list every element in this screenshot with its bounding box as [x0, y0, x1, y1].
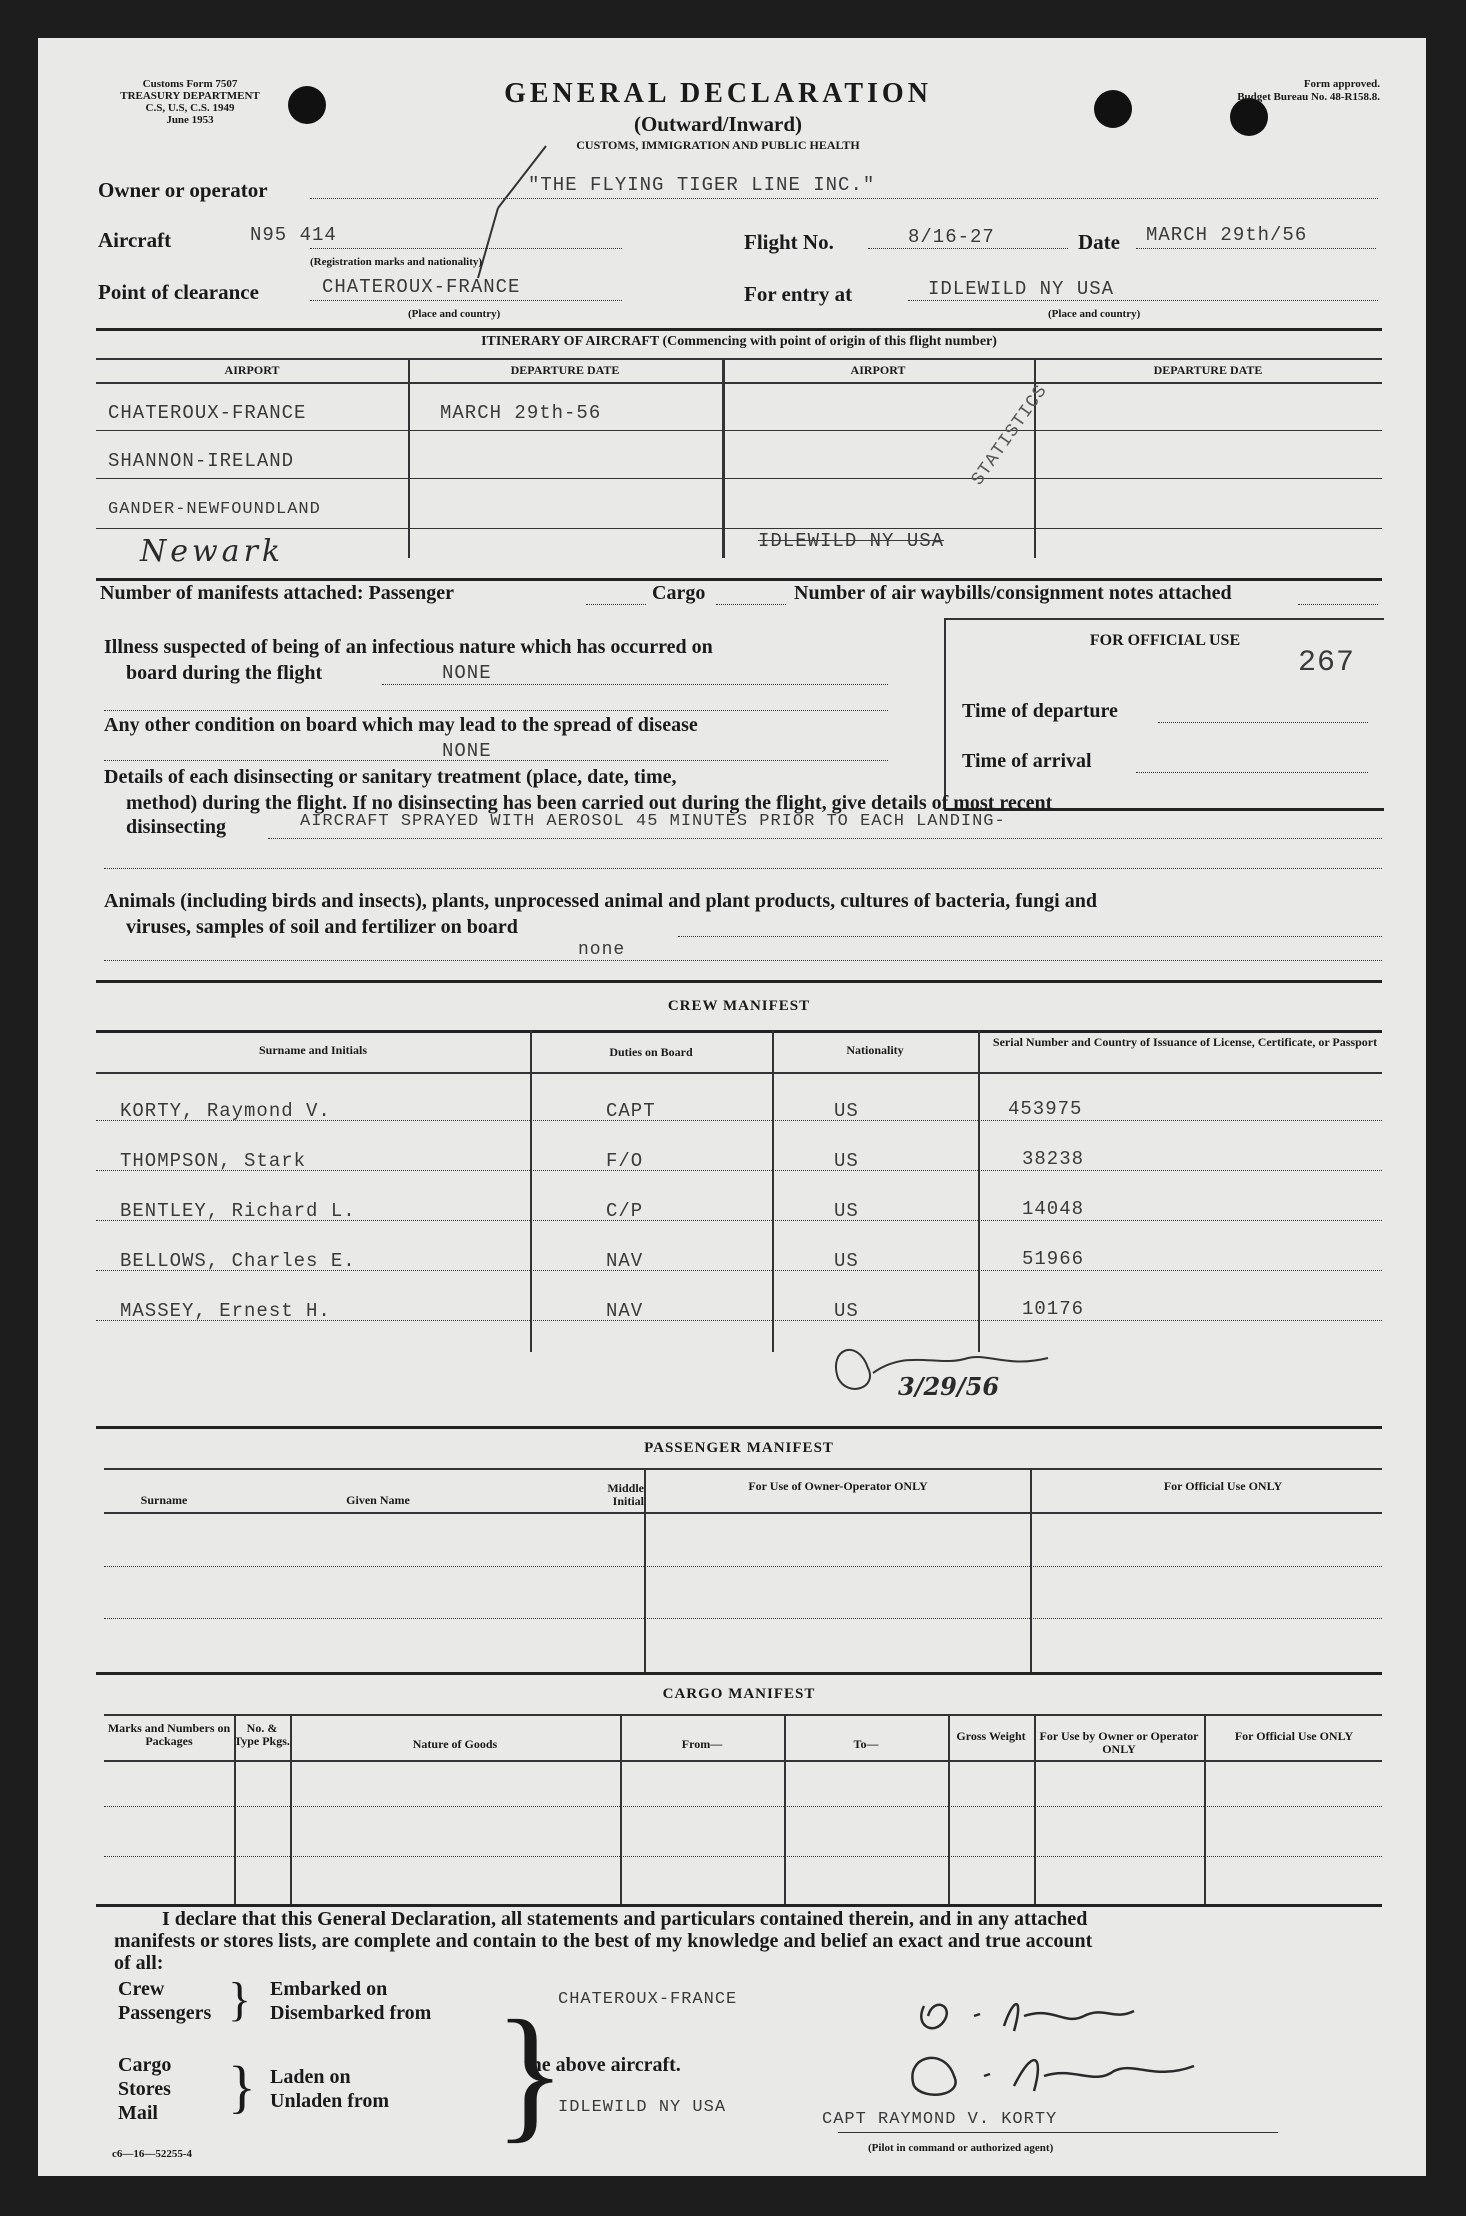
declaration-text-1: I declare that this General Declaration, all statements and particulars contained therein, and in any attached	[162, 1908, 1088, 1930]
crew-bottom-rule	[96, 1426, 1382, 1429]
passenger-header-middle: Middle Initial	[607, 1481, 644, 1508]
crew-title: CREW MANIFEST	[667, 998, 811, 1014]
declaration-text-2: manifests or stores lists, are complete and contain to the best of my knowledge and belief an exact and true account	[114, 1930, 1093, 1952]
crew-header-serial: Serial Number and Country of Issuance of License, Certificate, or Passport	[992, 1035, 1378, 1049]
crew-header-name: Surname and Initials	[258, 1043, 368, 1057]
passenger-subhead-rule	[104, 1512, 1382, 1514]
cargo-header-owner: For Use by Owner or Operator ONLY	[1039, 1729, 1199, 1756]
arrival-time-label: Time of arrival	[962, 750, 1092, 772]
stores-label: Stores	[118, 2078, 171, 2100]
cargo-count-line	[716, 604, 786, 605]
cargo-header-weight: Gross Weight	[956, 1729, 1026, 1743]
itinerary-header-airport-2: AIRPORT	[850, 363, 906, 377]
form-number-right: Form approved. Budget Bureau No. 48-R158.8.	[1237, 78, 1380, 103]
cargo-header-pkgs: No. & Type Pkgs.	[234, 1721, 290, 1748]
passenger-count-line	[586, 604, 646, 605]
form-footer: c6—16—52255-4	[112, 2148, 193, 2160]
crew-header-duty: Duties on Board	[609, 1045, 693, 1059]
crew-nationality: US	[834, 1300, 859, 1322]
pilot-signature-line	[838, 2132, 1278, 2133]
animals-line-2	[104, 960, 1382, 961]
crew-name: KORTY, Raymond V.	[120, 1100, 331, 1122]
form-subtitle: (Outward/Inward)	[633, 112, 802, 136]
itinerary-head-rule	[96, 358, 1382, 360]
flight-label: Flight No.	[744, 230, 834, 254]
crew-header-nationality: Nationality	[846, 1043, 904, 1057]
passenger-header-official: For Official Use ONLY	[1163, 1479, 1283, 1493]
passengers-label: Passengers	[118, 2002, 212, 2024]
crew-serial: 14048	[1022, 1198, 1085, 1220]
form-subtitle-2: CUSTOMS, IMMIGRATION AND PUBLIC HEALTH	[576, 138, 860, 152]
crew-nationality: US	[834, 1100, 859, 1122]
itinerary-airport-right-4: IDLEWILD NY USA	[758, 530, 945, 552]
embarked-label: Embarked on	[270, 1978, 388, 2000]
punch-hole	[1094, 90, 1132, 128]
cargo-count-label: Cargo	[652, 582, 706, 604]
crew-nationality: US	[834, 1250, 859, 1272]
unladen-value: IDLEWILD NY USA	[558, 2098, 727, 2117]
crew-duty: NAV	[606, 1300, 644, 1322]
form-number-left: Customs Form 7507 TREASURY DEPARTMENT C.S, U.S, C.S. 1949 June 1953	[120, 78, 260, 126]
owner-label: Owner or operator	[98, 178, 268, 202]
crew-col-2	[772, 1030, 774, 1352]
entry-note: (Place and country)	[1048, 308, 1141, 320]
passenger-header-given: Given Name	[346, 1493, 410, 1507]
waybills-label: Number of air waybills/consignment notes attached	[794, 582, 1232, 604]
departure-time-label: Time of departure	[962, 700, 1118, 722]
pilot-note: (Pilot in command or authorized agent)	[868, 2142, 1054, 2154]
cargo-row-line	[104, 1856, 1382, 1857]
itinerary-header-date-1: DEPARTURE DATE	[510, 363, 620, 377]
flight-value: 8/16-27	[908, 226, 995, 248]
crew-nationality: US	[834, 1150, 859, 1172]
cargo-subhead-rule	[104, 1760, 1382, 1762]
punch-hole	[288, 86, 326, 124]
health-bottom-rule	[96, 980, 1382, 983]
disinfect-text-2: method) during the flight. If no disinsecting has been carried out during the flight, give details of most recent	[126, 792, 1053, 814]
crew-col-3	[978, 1030, 980, 1352]
itinerary-header-airport-1: AIRPORT	[224, 363, 280, 377]
crew-duty: C/P	[606, 1200, 644, 1222]
itinerary-title: ITINERARY OF AIRCRAFT (Commencing with point of origin of this flight number)	[481, 334, 997, 349]
clearance-label: Point of clearance	[98, 280, 259, 304]
disinfect-text-3: disinsecting	[126, 816, 227, 838]
itinerary-airport-4: Newark	[140, 534, 285, 569]
crew-serial: 453975	[1008, 1098, 1083, 1120]
crew-nationality: US	[834, 1200, 859, 1222]
brace-top: }	[228, 1973, 252, 2026]
crew-label: Crew	[118, 1978, 165, 2000]
crew-name: BELLOWS, Charles E.	[120, 1250, 356, 1272]
other-condition-line	[104, 760, 888, 761]
itinerary-row-line	[96, 478, 1382, 479]
passenger-bottom-rule	[96, 1672, 1382, 1675]
cargo-header-to: To—	[853, 1737, 879, 1751]
passenger-header-surname: Surname	[140, 1493, 188, 1507]
illness-value: NONE	[442, 662, 492, 684]
cargo-header-official: For Official Use ONLY	[1234, 1729, 1354, 1743]
crew-name: THOMPSON, Stark	[120, 1150, 307, 1172]
date-line	[1136, 248, 1376, 249]
flight-line	[868, 248, 1068, 249]
departure-time-line	[1158, 722, 1368, 723]
crew-serial: 51966	[1022, 1248, 1085, 1270]
entry-line	[908, 300, 1378, 301]
itinerary-row-line	[96, 430, 1382, 431]
manifests-text: Number of manifests attached: Passenger	[100, 582, 455, 604]
disinfect-line-2	[104, 868, 1382, 869]
cargo-row-line	[104, 1806, 1382, 1807]
form-page	[38, 38, 1426, 2176]
cargo-label: Cargo	[118, 2054, 172, 2076]
crew-subhead-rule	[96, 1072, 1382, 1074]
date-value: MARCH 29th/56	[1146, 224, 1308, 246]
pilot-signature	[894, 1976, 1274, 2126]
aircraft-label: Aircraft	[98, 228, 172, 252]
passenger-row-line	[104, 1618, 1382, 1619]
other-condition-value: NONE	[442, 740, 492, 762]
embarked-value: CHATEROUX-FRANCE	[558, 1990, 738, 2009]
crew-head-rule	[96, 1030, 1382, 1033]
crew-duty: CAPT	[606, 1100, 656, 1122]
owner-value: "THE FLYING TIGER LINE INC."	[528, 174, 876, 196]
illness-line	[382, 684, 888, 685]
cargo-header-goods: Nature of Goods	[412, 1737, 498, 1751]
crew-col-1	[530, 1030, 532, 1352]
unladen-label: Unladen from	[270, 2090, 390, 2112]
crew-serial: 38238	[1022, 1148, 1085, 1170]
crew-duty: F/O	[606, 1150, 644, 1172]
illness-line-2	[104, 710, 888, 711]
above-aircraft-text: the above aircraft.	[524, 2054, 681, 2076]
itinerary-bottom-rule	[96, 578, 1382, 581]
cargo-head-rule	[104, 1714, 1382, 1716]
animals-text-1: Animals (including birds and insects), plants, unprocessed animal and plant products, cultures of bacteria, fungi and	[104, 890, 1097, 912]
official-use-number: 267	[1298, 646, 1356, 680]
entry-value: IDLEWILD NY USA	[928, 278, 1115, 300]
passenger-title: PASSENGER MANIFEST	[644, 1440, 834, 1456]
disinfect-line	[268, 838, 1382, 839]
official-use-title: FOR OFFICIAL USE	[1089, 632, 1241, 649]
itinerary-date-1: MARCH 29th-56	[440, 402, 602, 424]
passenger-head-rule	[104, 1468, 1382, 1470]
clearance-note: (Place and country)	[408, 308, 501, 320]
itinerary-row-line	[96, 528, 1382, 529]
cargo-header-from: From—	[681, 1737, 723, 1751]
statistics-stamp: STATISTICS	[968, 381, 1053, 490]
animals-line	[678, 936, 1382, 937]
itinerary-subhead-rule	[96, 382, 1382, 384]
arrival-time-line	[1136, 772, 1368, 773]
brace-bottom: }	[228, 2054, 256, 2119]
crew-name: BENTLEY, Richard L.	[120, 1200, 356, 1222]
mail-label: Mail	[118, 2102, 158, 2124]
brace-large: }	[494, 1990, 566, 2156]
itinerary-airport-2: SHANNON-IRELAND	[108, 450, 295, 472]
aircraft-value: N95 414	[250, 224, 337, 246]
passenger-col-3	[644, 1468, 646, 1672]
disinfect-text-1: Details of each disinsecting or sanitary treatment (place, date, time,	[104, 766, 677, 788]
cargo-col-7	[1204, 1714, 1206, 1904]
disembarked-label: Disembarked from	[270, 2002, 432, 2024]
official-use-box	[944, 618, 1384, 811]
passenger-header-owner: For Use of Owner-Operator ONLY	[748, 1479, 928, 1493]
itinerary-airport-3: GANDER-NEWFOUNDLAND	[108, 500, 321, 519]
itinerary-top-rule	[96, 328, 1382, 331]
clearance-line	[310, 300, 622, 301]
other-condition-text: Any other condition on board which may lead to the spread of disease	[104, 714, 698, 736]
form-title: GENERAL DECLARATION	[504, 78, 932, 109]
clearance-value: CHATEROUX-FRANCE	[322, 276, 521, 298]
crew-serial: 10176	[1022, 1298, 1085, 1320]
aircraft-note: (Registration marks and nationality)	[310, 256, 483, 268]
cargo-title: CARGO MANIFEST	[662, 1686, 816, 1702]
crew-duty: NAV	[606, 1250, 644, 1272]
crew-name: MASSEY, Ernest H.	[120, 1300, 331, 1322]
cargo-header-marks: Marks and Numbers on Packages	[107, 1721, 231, 1748]
cargo-bottom-rule	[96, 1904, 1382, 1907]
waybills-line	[1298, 604, 1378, 605]
pilot-name: CAPT RAYMOND V. KORTY	[822, 2110, 1058, 2129]
passenger-row-line	[104, 1566, 1382, 1567]
itinerary-airport-1: CHATEROUX-FRANCE	[108, 402, 307, 424]
passenger-col-4	[1030, 1468, 1032, 1672]
crew-handwritten-date: 3/29/56	[898, 1372, 1000, 1401]
entry-label: For entry at	[744, 282, 853, 306]
illness-text-1: Illness suspected of being of an infectious nature which has occurred on	[104, 636, 713, 658]
disinfect-value: AIRCRAFT SPRAYED WITH AEROSOL 45 MINUTES PRIOR TO EACH LANDING-	[300, 812, 1006, 831]
aircraft-line	[310, 248, 622, 249]
laden-label: Laden on	[270, 2066, 351, 2088]
date-label: Date	[1078, 230, 1120, 254]
animals-text-2: viruses, samples of soil and fertilizer on board	[126, 916, 518, 938]
declaration-text-3: of all:	[114, 1952, 164, 1974]
itinerary-header-date-2: DEPARTURE DATE	[1153, 363, 1263, 377]
illness-text-2: board during the flight	[126, 662, 323, 684]
owner-line	[310, 198, 1378, 199]
animals-value: none	[578, 940, 626, 960]
